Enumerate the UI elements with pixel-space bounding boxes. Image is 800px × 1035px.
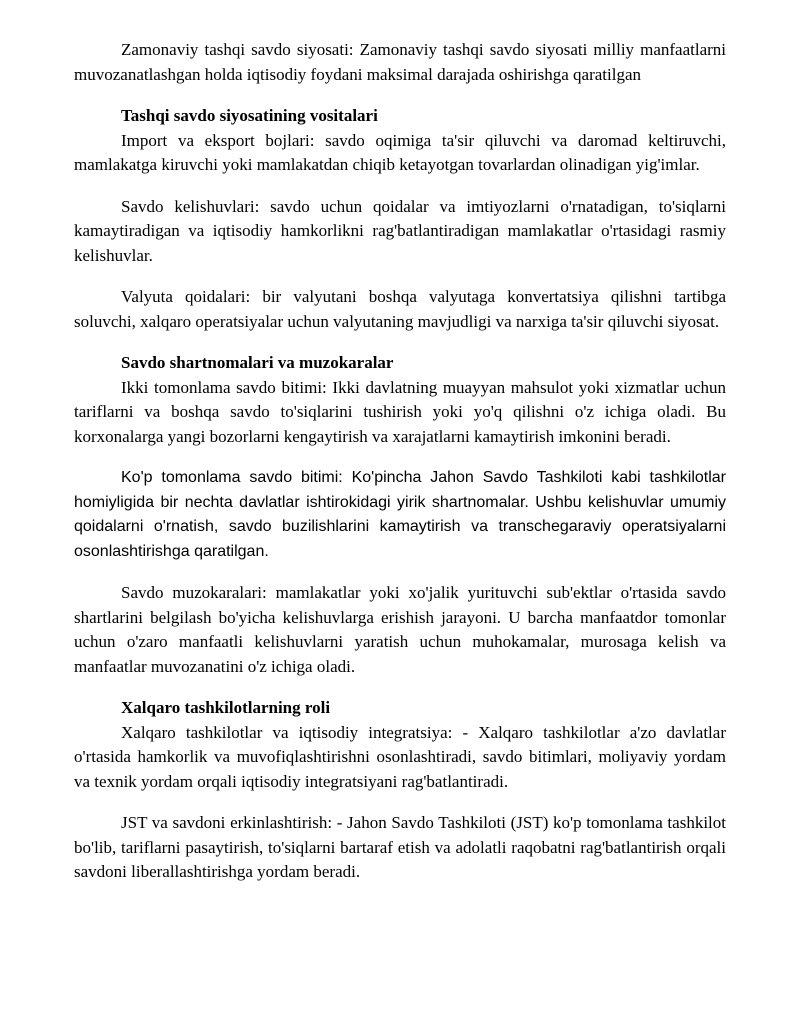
section-tools [74,104,726,334]
section-heading: Xalqaro tashkilotlarning roli [121,698,331,717]
paragraph-trade-agreements: Savdo kelishuvlari: savdo uchun qoidalar va imtiyozlarni o'rnatadigan, to'siqlarni kamaytiradigan va iqtisodiy hamkorlikni rag'batlantiradigan mamlakatlar o'rtasidagi rasmiy kelishuvlar. [74,196,726,265]
paragraph-economic-integration: Xalqaro tashkilotlar va iqtisodiy integratsiya: - Xalqaro tashkilotlar a'zo davlatlar o'rtasida hamkorlik va muvofiqlashtirishni osonlashtiradi, savdo bitimlari, moliyaviy yordam va texnik yordam orqali iqtisodiy integratsiyani rag'batlantiradi. [74,722,726,791]
paragraph-trade-negotiations: Savdo muzokaralari: mamlakatlar yoki xo'jalik yurituvchi sub'ektlar o'rtasida savdo shartlarini belgilash bo'yicha kelishuvlarga erishish jarayoni. U barcha manfaatdor tomonlar uchun o'zaro manfaatli kelishuvlarni yaratish uchun muhokamalar, murosaga kelish va manfaatlar muvozanatini o'z ichiga oladi. [74,583,726,676]
intro-paragraph: Zamonaviy tashqi savdo siyosati: Zamonaviy tashqi savdo siyosati milliy manfaatlarni muvozanatlashgan holda iqtisodiy foydani maksimal darajada oshirishga qaratilgan [74,40,726,84]
paragraph-wto-liberalization: JST va savdoni erkinlashtirish: - Jahon Savdo Tashkiloti (JST) ko'p tomonlama tashkilot bo'lib, tariflarni pasaytirish, to'siqlarni bartaraf etish va adolatli raqobatni rag'batlantirish orqali savdoni liberallashtirishga yordam beradi. [74,813,726,881]
paragraph-import-export-duties: Import va eksport bojlari: savdo oqimiga ta'sir qiluvchi va daromad keltiruvchi, mamlakatga kiruvchi yoki mamlakatdan chiqib ketayotgan tovarlardan olinadigan yig'imlar. [74,130,726,174]
section-heading: Savdo shartnomalari va muzokaralar [121,353,394,372]
paragraph-multilateral-agreement: Ko'p tomonlama savdo bitimi: Ko'pincha Jahon Savdo Tashkiloti kabi tashkilotlar homiyligida bir nechta davlatlar ishtirokidagi yirik shartnomalar. Ushbu kelishuvlar umumiy qoidalarni o'rnatish, savdo buzilishlarini kamaytirish va transchegaraviy operatsiyalarni osonlashtirishga qaratilgan. [74,469,726,560]
paragraph-bilateral-agreement: Ikki tomonlama savdo bitimi: Ikki davlatning muayyan mahsulot yoki xizmatlar uchun tariflarni va boshqa savdo to'siqlarini tushirish yoki yo'q qilishni o'z ichiga oladi. Bu korxonalarga yangi bozorlarni kengaytirish va xarajatlarni kamaytirish imkonini beradi. [74,377,726,446]
paragraph-currency-rules: Valyuta qoidalari: bir valyutani boshqa valyutaga konvertatsiya qilishni tartibga soluvchi, xalqaro operatsiyalar uchun valyutaning mavjudligi va narxiga ta'sir qiluvchi siyosat. [74,287,726,331]
section-agreements [74,351,726,679]
section-heading: Tashqi savdo siyosatining vositalari [121,106,378,125]
section-international-organizations [74,696,726,885]
